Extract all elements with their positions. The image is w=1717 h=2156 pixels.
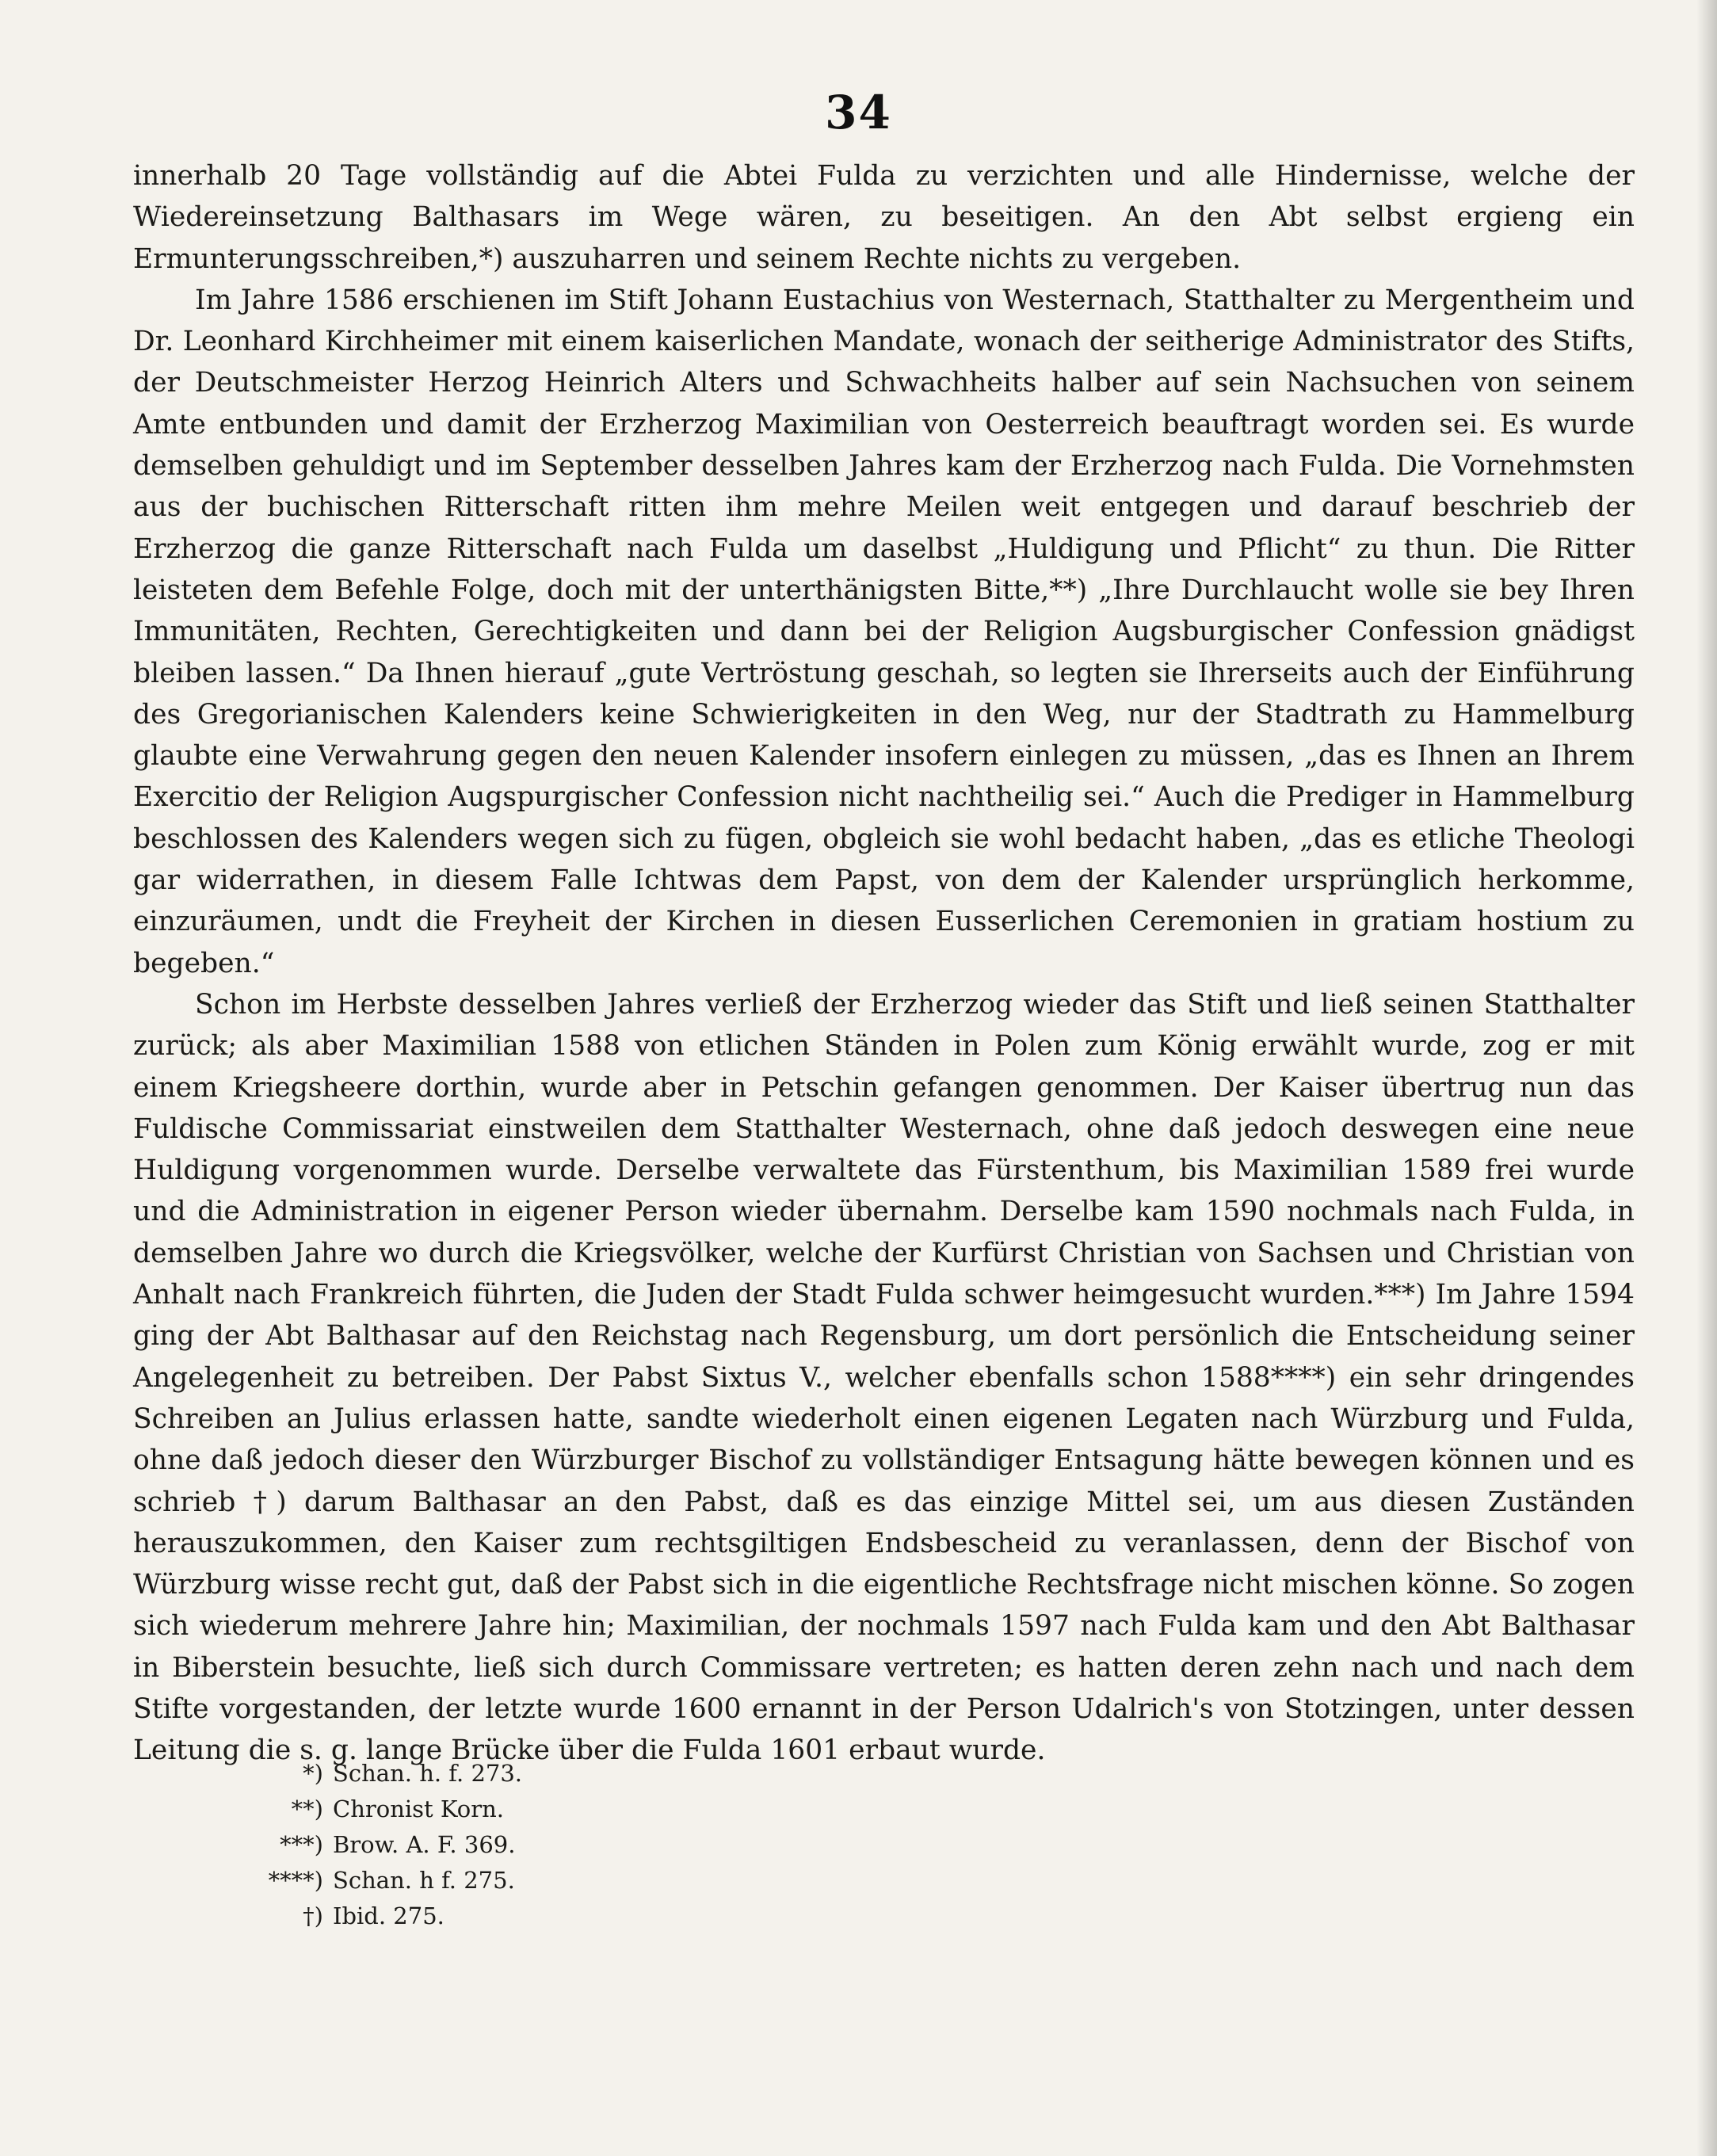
page-edge-shadow [1696, 0, 1717, 2156]
paragraph-3: Schon im Herbste desselben Jahres verließ der Erzherzog wieder das Stift und ließ seinen Statthalter zurück; als aber Maximilian 1588 von etlichen Ständen in Polen zum König erwählt wurde, zog er mit einem Kriegsheere dorthin, wurde aber in Petschin gefangen genommen. Der Kaiser übertrug nun das Fuldische Commissariat einstweilen dem Statthalter Westernach, ohne daß jedoch deswegen eine neue Huldigung vorgenommen wurde. Derselbe verwaltete das Fürstenthum, bis Maximilian 1589 frei wurde und die Administration in eigener Person wieder übernahm. Derselbe kam 1590 nochmals nach Fulda, in demselben Jahre wo durch die Kriegsvölker, welche der Kurfürst Christian von Sachsen und Christian von Anhalt nach Frankreich führten, die Juden der Stadt Fulda schwer heimgesucht wurden.***) Im Jahre 1594 ging der Abt Balthasar auf den Reichstag nach Regensburg, um dort persönlich die Entscheidung seiner Angelegenheit zu betreiben. Der Pabst Sixtus V., welcher ebenfalls schon 1588****) ein sehr dringendes Schreiben an Julius erlassen hatte, sandte wiederholt einen eigenen Legaten nach Würzburg und Fulda, ohne daß jedoch dieser den Würzburger Bischof zu vollständiger Entsagung hätte bewegen können und es schrieb †) darum Balthasar an den Pabst, daß es das einzige Mittel sei, um aus diesen Zuständen herauszukommen, den Kaiser zum rechtsgiltigen Endsbescheid zu veranlassen, denn der Bischof von Würzburg wisse recht gut, daß der Pabst sich in die eigentliche Rechtsfrage nicht mischen könne. So zogen sich wiederum mehrere Jahre hin; Maximilian, der nochmals 1597 nach Fulda kam und den Abt Balthasar in Biberstein besuchte, ließ sich durch Commissare vertreten; es hatten deren zehn nach und nach dem Stifte vorgestanden, der letzte wurde 1600 ernannt in der Person Udalrich's von Stotzingen, unter dessen Leitung die s. g. lange Brücke über die Fulda 1601 erbaut wurde. [133, 988, 1635, 1767]
footnote-text: Brow. A. F. 369. [333, 1831, 516, 1858]
paragraph-2: Im Jahre 1586 erschienen im Stift Johann Eustachius von Westernach, Statthalter zu Mergentheim und Dr. Leonhard Kirchheimer mit einem kaiserlichen Mandate, wonach der seitherige Administrator des Stifts, der Deutschmeister Herzog Heinrich Alters und Schwachheits halber auf sein Nachsuchen von seinem Amte entbunden und damit der Erzherzog Maximilian von Oesterreich beauftragt worden sei. Es wurde demselben gehuldigt und im September desselben Jahres kam der Erzherzog nach Fulda. Die Vornehmsten aus der buchischen Ritterschaft ritten ihm mehre Meilen weit entgegen und darauf beschrieb der Erzherzog die ganze Ritterschaft nach Fulda um daselbst „Huldigung und Pflicht“ zu thun. Die Ritter leisteten dem Befehle Folge, doch mit der unterthänigsten Bitte,**) „Ihre Durchlaucht wolle sie bey Ihren Immunitäten, Rechten, Gerechtigkeiten und dann bei der Religion Augsburgischer Confession gnädigst bleiben lassen.“ Da Ihnen hierauf „gute Vertröstung geschah, so legten sie Ihrerseits auch der Einführung des Gregorianischen Kalenders keine Schwierigkeiten in den Weg, nur der Stadtrath zu Hammelburg glaubte eine Verwahrung gegen den neuen Kalender insofern einlegen zu müssen, „das es Ihnen an Ihrem Exercitio der Religion Augspurgischer Confession nicht nachtheilig sei.“ Auch die Prediger in Hammelburg beschlossen des Kalenders wegen sich zu fügen, obgleich sie wohl bedacht haben, „das es etliche Theologi gar widerrathen, in diesem Falle Ichtwas dem Papst, von dem der Kalender ursprünglich herkomme, einzuräumen, undt die Freyheit der Kirchen in diesen Eusserlichen Ceremonien in gratiam hostium zu begeben.“ [133, 284, 1635, 979]
footnote-mark: *) [303, 1760, 323, 1787]
footnote-2 [230, 1792, 943, 1827]
paragraph-1: innerhalb 20 Tage vollständig auf die Abtei Fulda zu verzichten und alle Hindernisse, welche der Wiedereinsetzung Balthasars im Wege wären, zu beseitigen. An den Abt selbst ergieng ein Ermunterungsschreiben,*) auszuharren und seinem Rechte nichts zu vergeben. [133, 160, 1635, 275]
body-text [133, 155, 1635, 1772]
footnote-mark: ***) [280, 1831, 323, 1858]
page-number: 34 [825, 86, 892, 139]
footnote-4 [230, 1863, 943, 1898]
footnote-mark: ****) [268, 1867, 323, 1894]
footnote-3 [230, 1827, 943, 1863]
footnote-text: Chronist Korn. [333, 1795, 504, 1822]
footnote-text: Schan. h f. 275. [333, 1867, 515, 1894]
footnote-mark: **) [291, 1795, 323, 1822]
footnote-5 [230, 1898, 943, 1934]
footnote-text: Schan. h. f. 273. [333, 1760, 523, 1787]
footnote-1 [230, 1756, 943, 1792]
footnote-mark: †) [303, 1902, 323, 1929]
footnote-text: Ibid. 275. [333, 1902, 445, 1929]
footnotes [230, 1756, 943, 1934]
